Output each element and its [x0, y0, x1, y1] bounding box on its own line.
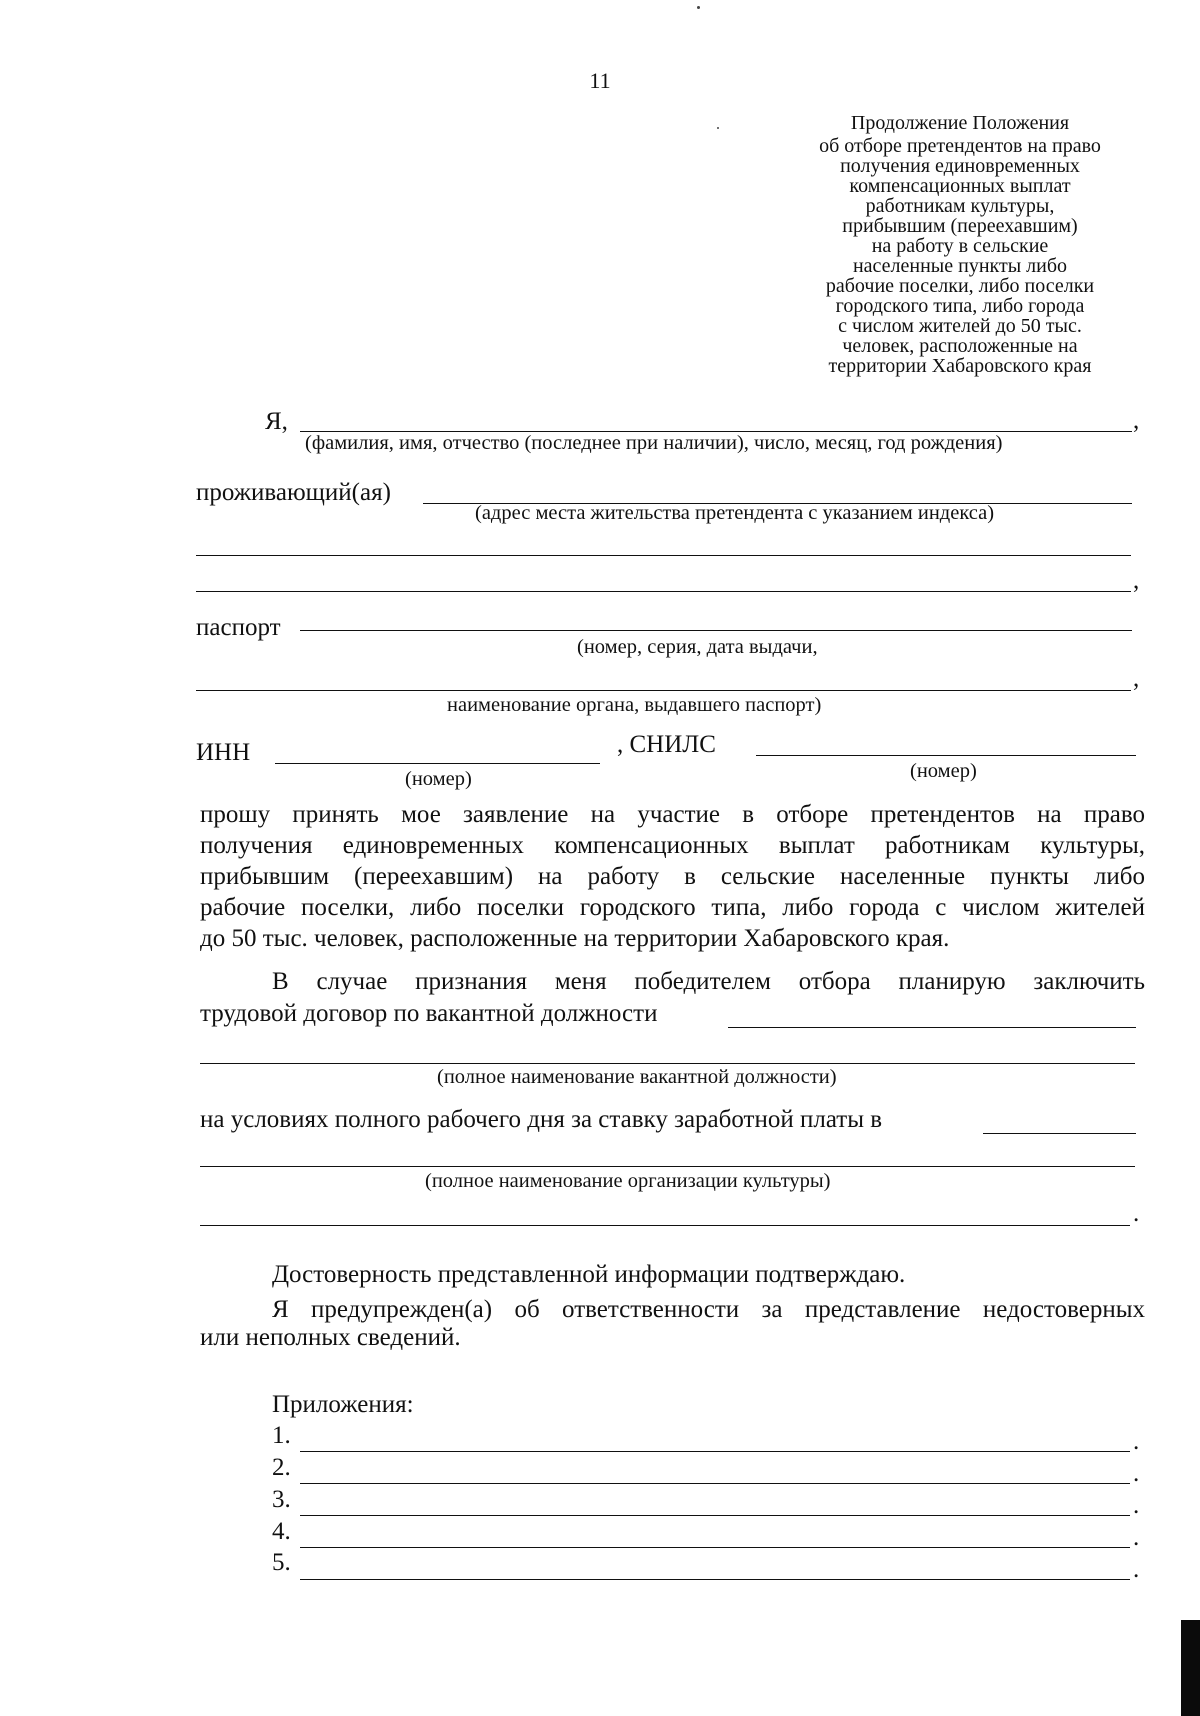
- residence-label: проживающий(ая): [196, 479, 391, 506]
- appendix-header-line: на работу в сельские: [871, 235, 1049, 257]
- inn-line[interactable]: [275, 763, 600, 764]
- attachment-dot: .: [1133, 1492, 1140, 1519]
- appendix-header-line: рабочие поселки, либо поселки: [825, 275, 1095, 297]
- organization-dot: .: [1133, 1200, 1140, 1227]
- warning-line-1: [272, 1294, 1145, 1325]
- warning-line-1-text: Я предупрежден(а) об ответственности за представление недостоверных: [272, 1296, 1145, 1323]
- appendix-header-line: работникам культуры,: [865, 195, 1055, 217]
- page-number: 11: [589, 68, 611, 93]
- ya-label: Я,: [265, 408, 288, 435]
- organization-line-2[interactable]: [200, 1166, 1135, 1167]
- confirm-line: Достоверность представленной информации подтверждаю.: [272, 1261, 906, 1288]
- request-line: рабочие поселки, либо поселки городского типа, либо города с числом жителей: [200, 894, 1145, 921]
- request-line: прибывшим (переехавшим) на работу в сельские населенные пункты либо: [200, 863, 1145, 890]
- winner-line-1: [272, 966, 1145, 997]
- attachment-number: 1.: [272, 1422, 291, 1449]
- residence-line-2[interactable]: [196, 555, 1131, 556]
- conditions-line: на условиях полного рабочего дня за ставку заработной платы в: [200, 1106, 883, 1133]
- attachment-line[interactable]: [300, 1515, 1130, 1516]
- request-line: прошу принять мое заявление на участие в отборе претендентов на право: [200, 801, 1145, 828]
- residence-caption: (адрес места жительства претендента с указанием индекса): [475, 502, 995, 524]
- organization-line-3[interactable]: [200, 1225, 1130, 1226]
- attachment-number: 3.: [272, 1486, 291, 1513]
- scan-edge-mark: [1181, 1620, 1200, 1716]
- snils-line[interactable]: [756, 755, 1136, 756]
- winner-line-1-text: В случае признания меня победителем отбора планирую заключить: [272, 968, 1145, 995]
- request-line: получения единовременных компенсационных выплат работникам культуры,: [200, 832, 1145, 859]
- appendix-header-line: прибывшим (переехавшим): [842, 215, 1078, 237]
- appendix-header-line: с числом жителей до 50 тыс.: [838, 315, 1082, 337]
- passport-caption: (номер, серия, дата выдачи,: [577, 636, 818, 658]
- organization-line[interactable]: [983, 1133, 1136, 1134]
- attachments-title: Приложения:: [272, 1391, 414, 1418]
- snils-caption: (номер): [910, 760, 977, 782]
- attachment-dot: .: [1133, 1524, 1140, 1551]
- vacant-position-line[interactable]: [728, 1027, 1136, 1028]
- appendix-header: [780, 113, 1140, 376]
- organization-caption: (полное наименование организации культуры): [425, 1170, 831, 1192]
- inn-caption: (номер): [405, 768, 472, 790]
- passport-caption-2: наименование органа, выдавшего паспорт): [447, 694, 822, 716]
- appendix-header-line: населенные пункты либо: [852, 255, 1068, 277]
- passport-line-2[interactable]: [196, 690, 1131, 691]
- attachment-number: 5.: [272, 1549, 291, 1576]
- attachment-dot: .: [1133, 1460, 1140, 1487]
- attachment-dot: .: [1133, 1428, 1140, 1455]
- full-name-comma: ,: [1133, 407, 1140, 434]
- scan-speck: [717, 127, 719, 129]
- attachment-number: 4.: [272, 1518, 291, 1545]
- appendix-header-line: территории Хабаровского края: [828, 355, 1092, 377]
- inn-label: ИНН: [196, 739, 251, 766]
- appendix-header-line: компенсационных выплат: [849, 175, 1071, 197]
- request-paragraph: [200, 799, 1145, 954]
- passport-comma: ,: [1133, 665, 1140, 692]
- warning-line-2: или неполных сведений.: [200, 1324, 461, 1351]
- residence-comma: ,: [1133, 567, 1140, 594]
- attachment-line[interactable]: [300, 1483, 1130, 1484]
- snils-label: , СНИЛС: [617, 731, 716, 758]
- vacant-position-caption: (полное наименование вакантной должности): [437, 1066, 837, 1088]
- appendix-header-line: об отборе претендентов на право: [819, 135, 1101, 157]
- appendix-header-line: получения единовременных: [840, 155, 1080, 177]
- attachment-number: 2.: [272, 1454, 291, 1481]
- residence-line-3[interactable]: [196, 591, 1131, 592]
- winner-line-2: трудовой договор по вакантной должности: [200, 1000, 658, 1027]
- attachment-dot: .: [1133, 1556, 1140, 1583]
- scan-speck: [697, 6, 700, 9]
- appendix-header-title: Продолжение Положения: [850, 112, 1070, 134]
- appendix-header-line: городского типа, либо города: [835, 295, 1085, 317]
- attachment-line[interactable]: [300, 1547, 1130, 1548]
- vacant-position-line-2[interactable]: [200, 1063, 1135, 1064]
- request-line: до 50 тыс. человек, расположенные на территории Хабаровского края.: [200, 925, 950, 952]
- appendix-header-line: человек, расположенные на: [842, 335, 1078, 357]
- passport-line[interactable]: [300, 630, 1132, 631]
- attachment-line[interactable]: [300, 1579, 1130, 1580]
- passport-label: паспорт: [196, 614, 281, 641]
- full-name-caption: (фамилия, имя, отчество (последнее при наличии), число, месяц, год рождения): [305, 432, 1003, 454]
- attachment-line[interactable]: [300, 1451, 1130, 1452]
